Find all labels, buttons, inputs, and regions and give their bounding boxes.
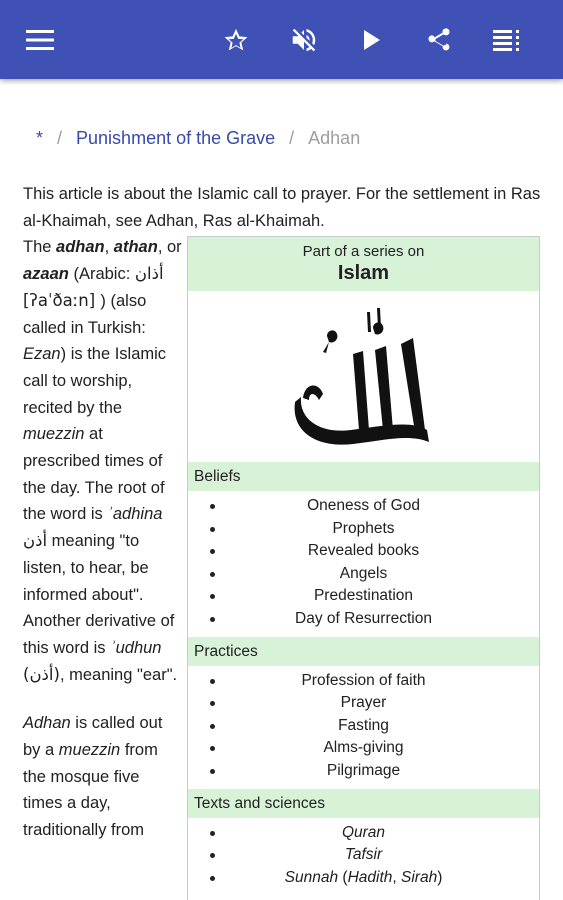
list-item[interactable]: Quran bbox=[188, 822, 539, 845]
infobox bbox=[187, 236, 540, 900]
breadcrumb bbox=[36, 128, 360, 149]
breadcrumb-home-link[interactable]: * bbox=[36, 128, 44, 148]
breadcrumb-parent-link[interactable]: Punishment of the Grave bbox=[76, 128, 276, 148]
infobox-header bbox=[188, 237, 539, 291]
infobox-list-texts bbox=[188, 818, 539, 896]
list-item[interactable]: Sunnah (Hadith, Sirah) bbox=[188, 867, 539, 890]
breadcrumb-separator: / bbox=[57, 128, 63, 148]
infobox-list-beliefs bbox=[188, 491, 539, 637]
share-icon[interactable] bbox=[421, 22, 457, 58]
infobox-list-practices bbox=[188, 666, 539, 789]
infobox-title[interactable]: Islam bbox=[337, 262, 390, 284]
lead-paragraph: The adhan, athan, or azaan (Arabic: أذان [ʔaˈðaːn] ) (also called in Turkish: Ezan) is the Islamic call to worship, recited by the muezzin at prescribed times of the day. The root of the word is ʾadhina أذن meaning "to listen, to hear, be informed about". Another derivative of this word is ʾudhun (أذن), meaning "ear". bbox=[23, 238, 182, 684]
menu-icon[interactable] bbox=[22, 22, 58, 58]
list-item[interactable]: Fasting bbox=[188, 715, 539, 738]
list-item[interactable]: Predestination bbox=[188, 585, 539, 608]
play-icon[interactable] bbox=[354, 22, 390, 58]
hatnote: This article is about the Islamic call to prayer. For the settlement in Ras al-Khaimah, see Adhan, Ras al-Khaimah. bbox=[23, 185, 541, 230]
app-bar bbox=[0, 0, 563, 79]
toc-list-icon[interactable] bbox=[489, 22, 525, 58]
list-item[interactable]: Revealed books bbox=[188, 540, 539, 563]
list-item[interactable]: Prophets bbox=[188, 518, 539, 541]
infobox-section-beliefs: Beliefs bbox=[188, 462, 539, 491]
list-item[interactable]: Day of Resurrection bbox=[188, 608, 539, 631]
breadcrumb-separator: / bbox=[289, 128, 295, 148]
star-outline-icon[interactable] bbox=[218, 22, 254, 58]
allah-calligraphy-icon bbox=[188, 291, 539, 462]
list-item[interactable]: Profession of faith bbox=[188, 670, 539, 693]
list-item[interactable]: Prayer bbox=[188, 692, 539, 715]
infobox-section-texts: Texts and sciences bbox=[188, 789, 539, 818]
list-item[interactable]: Tafsir bbox=[188, 844, 539, 867]
breadcrumb-current: Adhan bbox=[308, 128, 361, 148]
infobox-above: Part of a series on bbox=[302, 243, 425, 260]
list-item[interactable]: Angels bbox=[188, 563, 539, 586]
lead-column bbox=[23, 234, 183, 843]
list-item[interactable]: Oneness of God bbox=[188, 495, 539, 518]
list-item[interactable]: Alms-giving bbox=[188, 737, 539, 760]
list-item[interactable]: Pilgrimage bbox=[188, 760, 539, 783]
infobox-section-practices: Practices bbox=[188, 637, 539, 666]
second-paragraph: Adhan is called out by a muezzin from the mosque five times a day, traditionally from bbox=[23, 714, 163, 840]
volume-off-icon[interactable] bbox=[286, 22, 322, 58]
